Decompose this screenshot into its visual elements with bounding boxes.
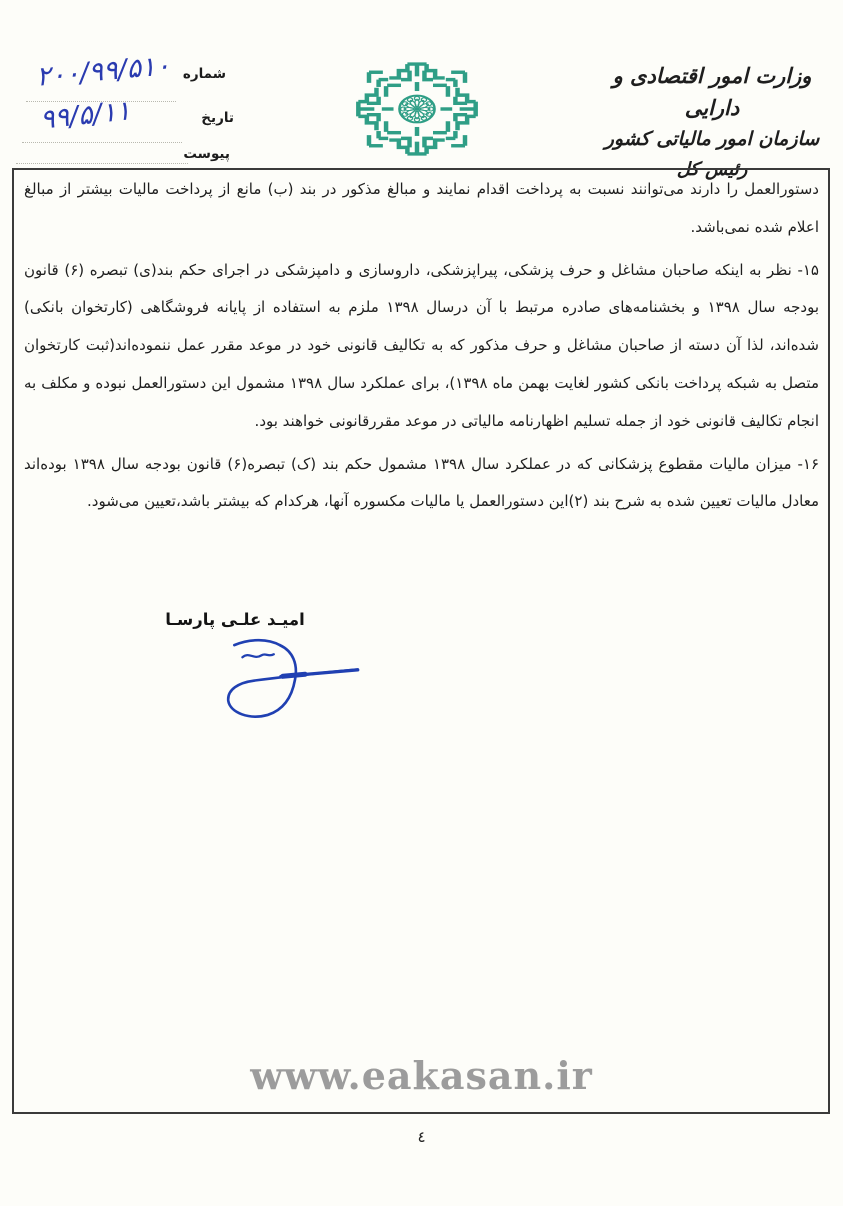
- date-field-line: [22, 142, 182, 143]
- paragraph-clause-15: ۱۵- نظر به اینکه صاحبان مشاغل و حرف پزشکی، پیراپزشکی، داروسازی و دامپزشکی در اجرای حکم بند(ی) تبصره (۶) قانون بودجه سال ۱۳۹۸ و بخشنامه‌های صادره مرتبط با آن درسال ۱۳۹۸ ملزم به استفاده از پایانه فروشگاهی (کارتخوان بانکی) شده‌اند، لذا آن دسته از صاحبان مشاغل و حرف مذکور که به تکالیف قانونی خود در موعد مقرر عمل ننموده‌اند(ثبت کارتخوان متصل به شبکه پرداخت بانکی کشور لغایت بهمن ماه ۱۳۹۸)، برای عملکرد سال ۱۳۹۸ مشمول این دستورالعمل نبوده و مکلف به انجام تکالیف قانونی خود از جمله تسلیم اظهارنامه مالیاتی در موعد مقررقانونی خواهند بود.: [24, 260, 820, 430]
- attachment-field-label: پیوست: [183, 146, 230, 162]
- date-field-label: تاریخ: [201, 110, 234, 126]
- letterhead-fields: [14, 50, 254, 168]
- paragraph-continuation: دستورالعمل را دارند می‌توانند نسبت به پرداخت اقدام نمایند و مبالغ مذکور در بند (ب) مانع از پرداخت مالیات بیشتر از مبالغ اعلام شده نمی‌باشد.: [24, 180, 819, 236]
- signatory-name: امیـد علـی پارسـا: [165, 610, 305, 629]
- org-line-ministry: وزارت امور اقتصادی و دارایی: [612, 64, 812, 120]
- number-field-value: ۲۰۰/۹۹/۵۱۰: [34, 50, 172, 93]
- tax-administration-emblem-icon: [353, 60, 481, 158]
- handwritten-signature: [222, 634, 364, 720]
- attachment-field-line: [16, 163, 188, 164]
- date-field-value: ۹۹/۵/۱۱: [38, 95, 133, 136]
- document-border-box: [12, 168, 830, 1114]
- letterhead-org-block: [587, 60, 837, 185]
- number-field-label: شماره: [182, 66, 226, 82]
- org-line-tax-organization: سازمان امور مالیاتی کشور: [604, 128, 820, 150]
- paragraph-clause-16: ۱۶- میزان مالیات مقطوع پزشکانی که در عملکرد سال ۱۳۹۸ مشمول حکم بند (ک) تبصره(۶) قانون بودجه سال ۱۳۹۸ بوده‌اند معادل مالیات تعیین شده به شرح بند (۲)این دستورالعمل یا مالیات مکسوره آنها، هرکدام که بیشتر باشد،تعیین می‌شود.: [24, 454, 820, 511]
- page-number: ٤: [417, 1128, 426, 1146]
- org-line-director-general: رئیس کل: [676, 159, 748, 180]
- watermark-url: www.eakasan.ir: [250, 1053, 593, 1098]
- document-body-text: [14, 170, 828, 521]
